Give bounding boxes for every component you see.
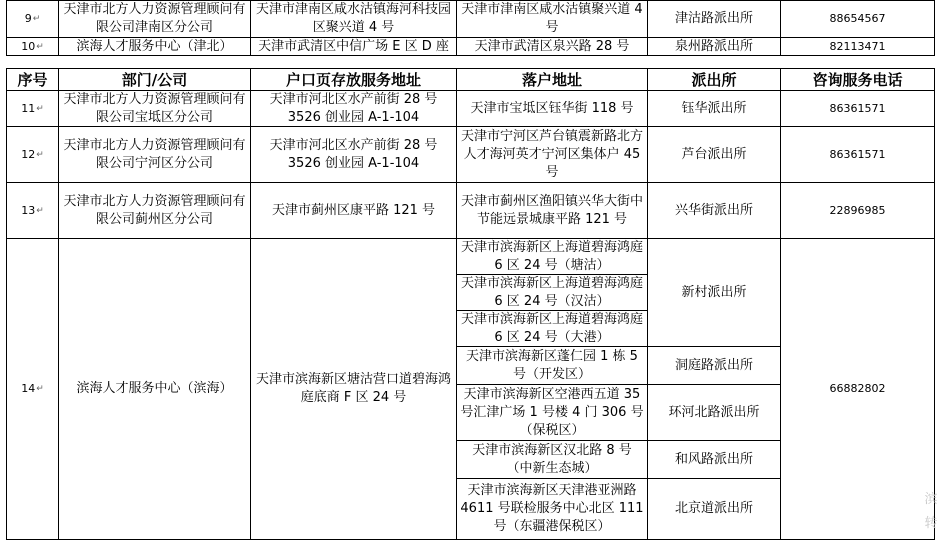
row10-hukou-addr: 天津市武清区中信广场 E 区 D 座 [258,38,449,54]
row9-hukou-addr: 天津市津南区咸水沽镇海河科技园区聚兴道 4 号 [255,1,451,35]
row13-seq-cell [7,183,59,239]
row11-hukou-addr: 天津市河北区水产前街 28 号 3526 创业园 A-1-104 [269,91,438,125]
row10-settle-cell [457,38,648,56]
row10-settle-addr: 天津市武清区泉兴路 28 号 [474,38,630,54]
row9-settle-addr: 天津市津南区咸水沽镇聚兴道 4 号 [461,1,643,35]
row10-phone-cell [781,38,935,56]
row13-settle-cell [457,183,648,239]
row12-seq-cell [7,127,59,183]
row13-hukou-addr: 天津市蓟州区康平路 121 号 [271,202,436,218]
row14-seq-cell [7,239,59,540]
row12-police: 芦台派出所 [681,146,747,162]
row14-settle-cell [457,239,648,275]
paragraph-mark: ↵ [36,149,44,160]
row9-seq: 9 [24,11,32,25]
row10-phone: 82113471 [829,39,886,53]
row10-police: 泉州路派出所 [674,38,753,54]
row14-settle-addr: 天津市滨海新区空港西五道 35 号汇津广场 1 号楼 4 门 306 号（保税区） [460,386,644,438]
row13-dept: 天津市北方人力资源管理顾问有限公司蓟州区分公司 [63,193,246,227]
row9-police: 津沽路派出所 [674,10,753,26]
row14-settle-addr: 天津市滨海新区上海道碧海鸿庭 6 区 24 号（汉沽） [460,275,643,309]
row14-police-cell [648,347,781,385]
row14-hukou-cell [251,239,457,540]
row14-settle-cell [457,347,648,385]
row10-dept: 滨海人才服务中心（津北） [76,38,233,54]
row9-seq-cell [7,0,59,38]
row11-police-cell [648,91,781,127]
row9-dept-cell [59,0,251,38]
row14-police: 北京道派出所 [674,501,753,516]
row13-hukou-cell [251,183,457,239]
row12-phone: 86361571 [829,147,886,161]
row14-settle-addr: 天津市滨海新区汉北路 8 号（中新生态城） [472,442,632,476]
row14-police-cell [648,479,781,540]
row10-seq: 10 [21,39,36,53]
header-hukou-addr-label: 户口页存放服务地址 [285,70,421,89]
row11-dept: 天津市北方人力资源管理顾问有限公司宝坻区分公司 [63,91,246,125]
row13-dept-cell [59,183,251,239]
row12-dept: 天津市北方人力资源管理顾问有限公司宁河区分公司 [63,137,246,171]
row14-police: 洞庭路派出所 [674,357,753,373]
header-police [648,69,781,91]
row14-police: 环河北路派出所 [668,404,760,420]
row14-settle-addr: 天津市滨海新区蓬仁园 1 栋 5 号（开发区） [466,348,638,382]
header-dept [59,69,251,91]
header-phone [781,69,935,91]
row12-settle-cell [457,127,648,183]
row10-hukou-cell [251,38,457,56]
row14-settle-cell [457,441,648,479]
row14-settle-addr: 天津市滨海新区天津港亚洲路 4611 号联检服务中心北区 111 号（东疆港保税区） [460,483,644,534]
header-settle-addr [457,69,648,91]
row9-phone: 88654567 [829,11,886,25]
row14-police-cell [648,441,781,479]
row12-phone-cell [781,127,935,183]
row14-police-cell [648,239,781,347]
row14-police-cell [648,385,781,441]
row12-hukou-cell [251,127,457,183]
row14-settle-cell [457,479,648,540]
header-dept-label: 部门/公司 [121,70,188,89]
paragraph-mark: ↵ [36,384,44,394]
row10-seq-cell [7,38,59,56]
row14-phone: 66882802 [829,382,886,395]
row11-settle-cell [457,91,648,127]
header-settle-addr-label: 落户地址 [521,70,582,89]
row12-hukou-addr: 天津市河北区水产前街 28 号 3526 创业园 A-1-104 [269,137,438,171]
row11-seq: 11 [21,101,36,115]
row9-phone-cell [781,0,935,38]
row14-police: 新村派出所 [681,284,747,300]
row13-seq: 13 [21,203,36,217]
row14-settle-cell [457,275,648,311]
row9-settle-cell [457,0,648,38]
row12-seq: 12 [21,147,36,161]
header-phone-label: 咨询服务电话 [812,70,903,89]
row9-police-cell [648,0,781,38]
paragraph-mark: ↵ [36,41,44,52]
row11-settle-addr: 天津市宝坻区钰华街 118 号 [470,100,634,116]
row12-police-cell [648,127,781,183]
header-seq-label: 序号 [17,70,48,89]
row14-phone-cell [781,239,935,540]
row11-seq-cell [7,91,59,127]
header-seq [7,69,59,91]
row10-police-cell [648,38,781,56]
row13-phone: 22896985 [829,203,886,217]
row13-settle-addr: 天津市蓟州区渔阳镇兴华大街中节能远景城康平路 121 号 [460,193,643,227]
paragraph-mark: ↵ [36,103,44,114]
row12-settle-addr: 天津市宁河区芦台镇震新路北方人才海河英才宁河区集体户 45 号 [460,128,643,180]
watermark-text: 滨 转 [924,492,938,531]
row11-police: 钰华派出所 [681,100,747,116]
row11-dept-cell [59,91,251,127]
header-hukou-addr [251,69,457,91]
row11-phone: 86361571 [829,101,886,115]
row11-phone-cell [781,91,935,127]
paragraph-mark: ↵ [36,205,44,216]
row9-hukou-cell [251,0,457,38]
row13-police: 兴华街派出所 [674,202,753,218]
row12-dept-cell [59,127,251,183]
row9-dept: 天津市北方人力资源管理顾问有限公司津南区分公司 [63,1,246,35]
paragraph-mark: ↵ [32,13,41,24]
row13-police-cell [648,183,781,239]
row14-dept: 滨海人才服务中心（滨海） [76,381,233,396]
row14-hukou-addr: 天津市滨海新区塘沽营口道碧海鸿庭底商 F 区 24 号 [255,372,451,405]
row10-dept-cell [59,38,251,56]
row11-hukou-cell [251,91,457,127]
row14-settle-addr: 天津市滨海新区上海道碧海鸿庭 6 区 24 号（大港） [460,311,643,345]
row14-settle-cell [457,311,648,347]
header-police-label: 派出所 [691,70,737,89]
row14-dept-cell [59,239,251,540]
row14-settle-addr: 天津市滨海新区上海道碧海鸿庭 6 区 24 号（塘沽） [460,239,643,273]
row14-seq: 14 [21,382,36,395]
row14-settle-cell [457,385,648,441]
row14-police: 和风路派出所 [674,451,753,467]
row13-phone-cell [781,183,935,239]
